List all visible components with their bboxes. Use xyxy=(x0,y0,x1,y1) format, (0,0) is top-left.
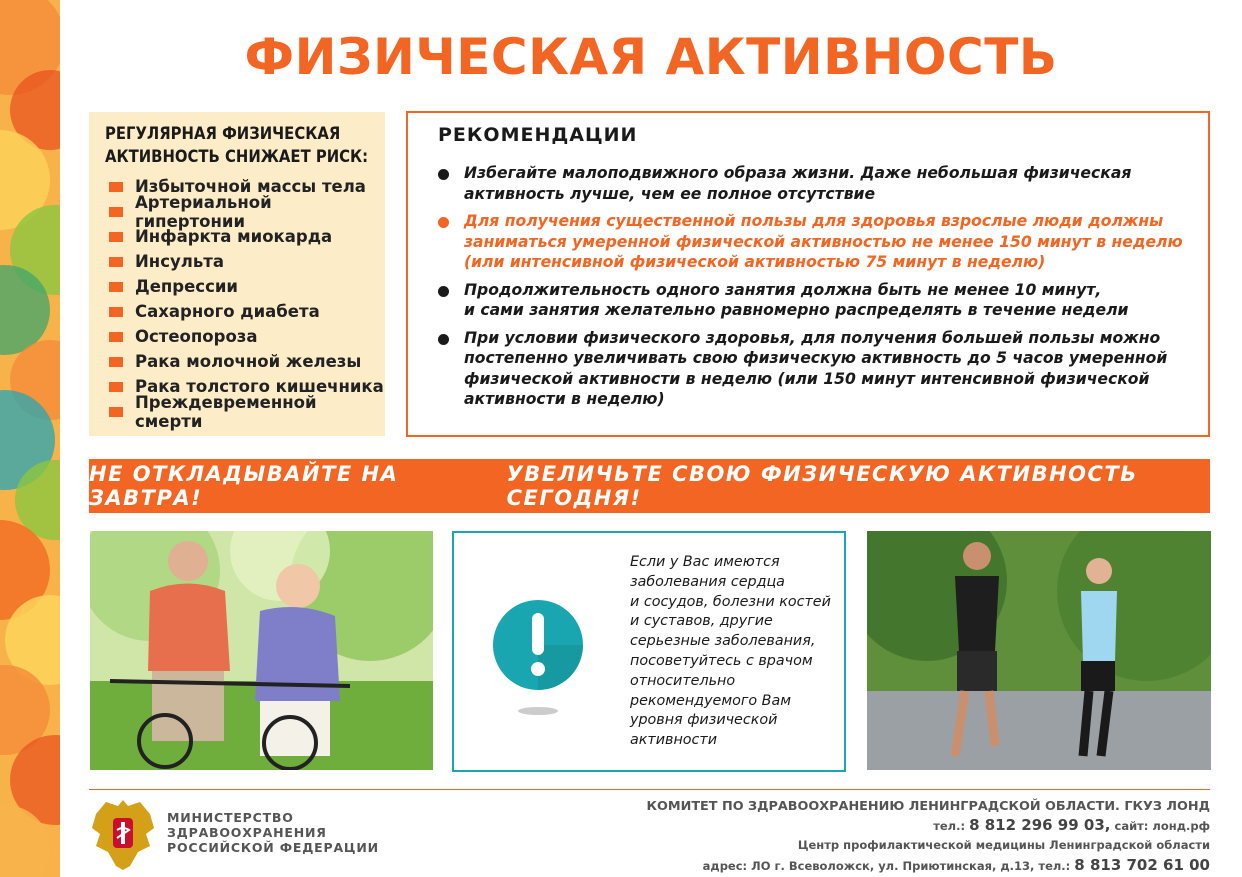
square-bullet-icon xyxy=(109,357,123,367)
square-bullet-icon xyxy=(109,182,123,192)
recommendation-line: Продолжительность одного занятия должна быть не менее 10 минут, xyxy=(464,280,1102,299)
bullet-icon xyxy=(438,334,449,345)
page-title: ФИЗИЧЕСКАЯ АКТИВНОСТЬ xyxy=(244,28,1058,86)
risk-item-label: Депрессии xyxy=(135,277,238,296)
advice-line: серьезные заболевания, xyxy=(630,633,816,650)
risk-item-label: Рака толстого кишечника xyxy=(135,377,384,396)
center-name: Центр профилактической медицины Ленинградской области xyxy=(797,838,1210,852)
recommendation-line: активность лучше, чем ее полное отсутствие xyxy=(464,184,876,203)
advice-line: и сосудов, болезни костей xyxy=(630,593,831,610)
risk-item-label: Инсульта xyxy=(135,252,224,271)
advice-line: посоветуйтесь с врачом xyxy=(630,652,813,669)
decorative-side-strip xyxy=(0,0,60,877)
seniors-cycling-photo xyxy=(90,531,433,770)
risk-item-label: Рака молочной железы xyxy=(135,352,362,371)
ministry-name xyxy=(167,810,379,855)
advice-line: рекомендуемого Вам xyxy=(630,692,792,709)
address-line xyxy=(647,855,1210,877)
address-tel: 8 813 702 61 00 xyxy=(1074,856,1210,874)
banner-text-part2: УВЕЛИЧЬТЕ СВОЮ ФИЗИЧЕСКУЮ АКТИВНОСТЬ СЕГОДНЯ! xyxy=(506,462,1138,510)
risk-item-label: Избыточной массы тела xyxy=(135,177,366,196)
advice-line: относительно xyxy=(630,672,736,689)
risk-list-item xyxy=(105,249,385,274)
square-bullet-icon xyxy=(109,307,123,317)
address-text: адрес: ЛО г. Всеволожск, ул. Приютинская, д.13, тел.: xyxy=(702,859,1071,873)
advice-text xyxy=(630,553,840,751)
square-bullet-icon xyxy=(109,232,123,242)
ministry-line: РОССИЙСКОЙ ФЕДЕРАЦИИ xyxy=(167,840,379,855)
banner-text-part1: НЕ ОТКЛАДЫВАЙТЕ НА ЗАВТРА! xyxy=(89,462,399,510)
recommendations-box xyxy=(406,111,1210,437)
recommendation-line: постепенно увеличивать свою физическую активность до 5 часов умеренной xyxy=(464,349,1168,367)
risk-heading-line: РЕГУЛЯРНАЯ ФИЗИЧЕСКАЯ xyxy=(105,124,341,143)
footer-divider xyxy=(89,789,1210,790)
runners-photo xyxy=(867,531,1211,770)
ministry-line: ЗДРАВООХРАНЕНИЯ xyxy=(167,825,327,840)
bullet-icon xyxy=(438,286,449,297)
tel-value: 8 812 296 99 03, xyxy=(969,816,1111,834)
risk-list-item xyxy=(105,324,385,349)
recommendation-line: активности в неделю) xyxy=(464,390,665,408)
risk-heading xyxy=(105,122,385,168)
risk-heading-line: АКТИВНОСТЬ СНИЖАЕТ РИСК: xyxy=(105,147,369,166)
recommendation-item-highlight xyxy=(438,211,1188,273)
recommendation-line: физической активности в неделю (или 150 минут интенсивной физической xyxy=(464,369,1150,388)
square-bullet-icon xyxy=(109,332,123,342)
risk-item-label: Преждевременной смерти xyxy=(135,392,317,431)
advice-line: и суставов, другие xyxy=(630,613,773,630)
recommendation-item xyxy=(438,328,1188,410)
call-to-action-banner xyxy=(89,459,1210,513)
recommendation-line: и сами занятия желательно равномерно распределять в течение недели xyxy=(464,301,1129,319)
square-bullet-icon xyxy=(109,407,123,417)
recommendations-heading: РЕКОМЕНДАЦИИ xyxy=(438,124,638,146)
advice-line: Если у Вас имеются xyxy=(630,554,780,570)
risk-list-item xyxy=(105,349,385,374)
recommendation-item xyxy=(438,163,1188,204)
square-bullet-icon xyxy=(109,257,123,267)
square-bullet-icon xyxy=(109,382,123,392)
site-value: лонд.рф xyxy=(1152,819,1210,833)
advice-line: заболевания сердца xyxy=(630,573,785,590)
advice-line: активности xyxy=(630,732,718,749)
risk-item-label: Артериальной гипертонии xyxy=(135,192,272,231)
recommendation-line: заниматься умеренной физической активностью не менее 150 минут в неделю xyxy=(464,232,1183,251)
square-bullet-icon xyxy=(109,282,123,292)
risk-list-item xyxy=(105,392,385,431)
recommendation-line: Для получения существенной пользы для здоровья взрослые люди должны xyxy=(464,212,1164,230)
risk-list-item xyxy=(105,274,385,299)
ministry-line: МИНИСТЕРСТВО xyxy=(167,810,294,825)
exclamation-icon xyxy=(492,599,584,719)
square-bullet-icon xyxy=(109,207,123,217)
doctor-advice-box xyxy=(452,531,846,772)
risk-item-label: Инфаркта миокарда xyxy=(135,227,333,246)
tel-label: тел.: xyxy=(933,819,966,833)
recommendation-item xyxy=(438,280,1188,321)
site-label: сайт: xyxy=(1114,819,1149,833)
risk-reduction-box xyxy=(89,112,385,436)
recommendation-line: При условии физического здоровья, для получения большей пользы можно xyxy=(464,328,1161,347)
bullet-icon xyxy=(438,217,449,228)
footer-contacts-block xyxy=(647,797,1210,877)
advice-line: уровня физической xyxy=(630,712,778,729)
risk-item-label: Остеопороза xyxy=(135,327,258,346)
risk-item-label: Сахарного диабета xyxy=(135,302,320,321)
committee-name: КОМИТЕТ ПО ЗДРАВООХРАНЕНИЮ ЛЕНИНГРАДСКОЙ ОБЛАСТИ. ГКУЗ ЛОНД xyxy=(646,799,1210,814)
ministry-emblem-icon xyxy=(88,796,158,871)
recommendation-line: (или интенсивной физической активностью 75 минут в неделю) xyxy=(464,253,1046,271)
recommendation-line: Избегайте малоподвижного образа жизни. Даже небольшая физическая xyxy=(464,164,1132,182)
risk-list-item xyxy=(105,192,385,231)
contact-line xyxy=(647,816,1210,836)
risk-list-item xyxy=(105,299,385,324)
bullet-icon xyxy=(438,169,449,180)
